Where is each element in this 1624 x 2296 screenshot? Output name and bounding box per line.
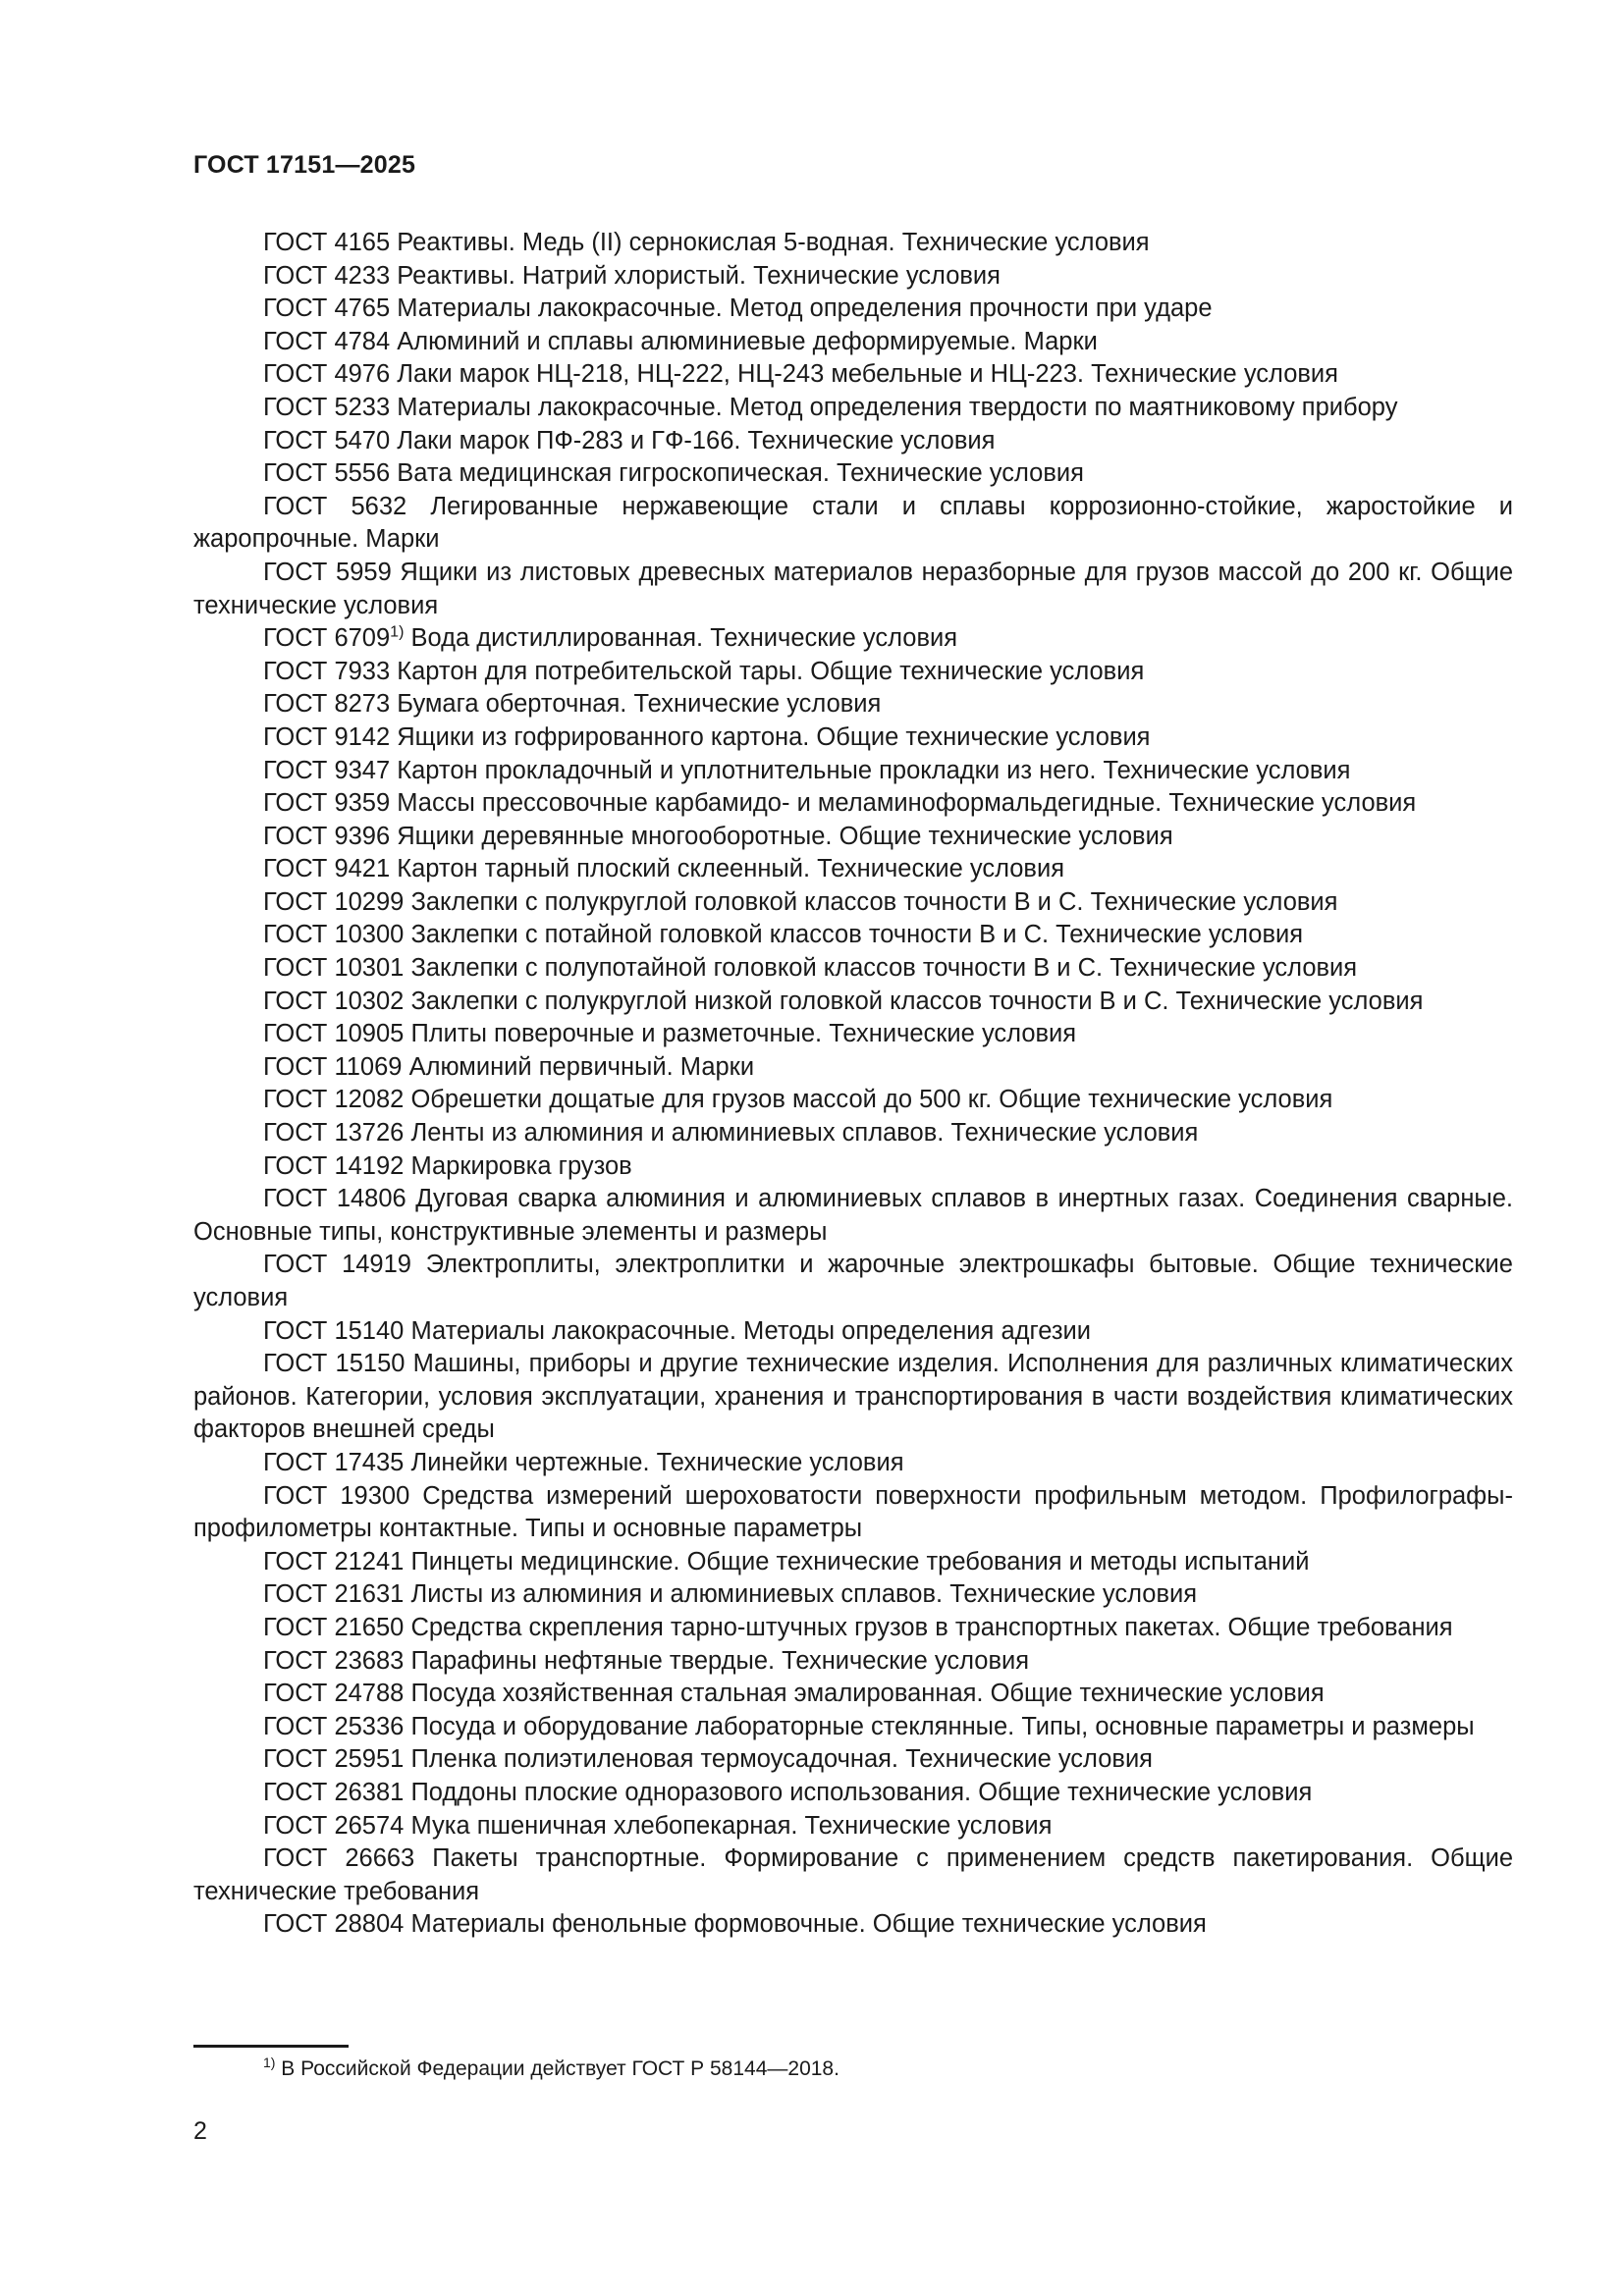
reference-title: Алюминий и сплавы алюминиевые деформируемые. Марки: [397, 327, 1098, 355]
reference-footnote-mark: 1): [390, 623, 405, 641]
reference-title: Маркировка грузов: [410, 1151, 632, 1180]
reference-code: ГОСТ 23683: [263, 1646, 405, 1675]
reference-item: [193, 721, 1513, 755]
reference-code: ГОСТ 4976: [263, 360, 391, 389]
reference-code: ГОСТ 5632: [263, 492, 407, 520]
reference-title: Материалы лакокрасочные. Метод определения твердости по маятниковому прибору: [397, 393, 1398, 421]
reference-title: Массы прессовочные карбамидо- и меламиноформальдегидные. Технические условия: [397, 789, 1417, 818]
reference-title: Средства скрепления тарно-штучных грузов в транспортных пакетах. Общие требования: [410, 1613, 1453, 1641]
reference-code: ГОСТ 25951: [263, 1745, 405, 1774]
reference-title: Линейки чертежные. Технические условия: [410, 1448, 904, 1476]
reference-title: Реактивы. Натрий хлористый. Технические условия: [397, 261, 1001, 290]
reference-title: Материалы фенольные формовочные. Общие технические условия: [410, 1910, 1207, 1939]
reference-item: [193, 1711, 1513, 1744]
reference-item: [193, 1315, 1513, 1349]
reference-title: Материалы лакокрасочные. Методы определения адгезии: [410, 1316, 1092, 1345]
reference-code: ГОСТ 9347: [263, 756, 391, 784]
reference-code: ГОСТ 14192: [263, 1151, 405, 1180]
reference-title: Парафины нефтяные твердые. Технические условия: [410, 1646, 1030, 1675]
reference-title: Лаки марок НЦ-218, НЦ-222, НЦ-243 мебельные и НЦ-223. Технические условия: [397, 360, 1338, 389]
document-header-title: ГОСТ 17151—2025: [193, 151, 416, 179]
reference-item: [193, 1018, 1513, 1051]
reference-code: ГОСТ 4233: [263, 261, 391, 290]
reference-title: Листы из алюминия и алюминиевых сплавов. Технические условия: [410, 1580, 1198, 1609]
reference-code: ГОСТ 11069: [263, 1052, 403, 1081]
reference-item: [193, 326, 1513, 359]
reference-item: [193, 1645, 1513, 1679]
reference-item: [193, 293, 1513, 326]
reference-code: ГОСТ 19300: [263, 1481, 410, 1510]
reference-code: ГОСТ 4165: [263, 229, 391, 256]
reference-code: ГОСТ 9396: [263, 822, 391, 850]
reference-item: [193, 457, 1513, 491]
reference-title: Ленты из алюминия и алюминиевых сплавов. Технические условия: [410, 1119, 1199, 1148]
reference-code: ГОСТ 9421: [263, 855, 391, 883]
reference-code: ГОСТ 17435: [263, 1448, 405, 1476]
reference-code: ГОСТ 10905: [263, 1020, 405, 1048]
reference-item: [193, 1183, 1513, 1249]
reference-code: ГОСТ 8273: [263, 690, 391, 719]
reference-code: ГОСТ 10301: [263, 954, 405, 983]
reference-item: [193, 986, 1513, 1019]
reference-title: Ящики деревянные многооборотные. Общие технические условия: [397, 822, 1173, 850]
reference-title: Пленка полиэтиленовая термоусадочная. Технические условия: [410, 1745, 1153, 1774]
reference-code: ГОСТ 10300: [263, 921, 405, 949]
footnote: [263, 2056, 839, 2083]
reference-code: ГОСТ 14806: [263, 1185, 406, 1213]
reference-item: [193, 1249, 1513, 1314]
reference-title: Бумага оберточная. Технические условия: [397, 690, 882, 719]
reference-title: Заклепки с полукруглой головкой классов точности В и С. Технические условия: [410, 887, 1338, 916]
reference-code: ГОСТ 15150: [263, 1350, 406, 1378]
reference-item: [193, 1546, 1513, 1579]
reference-item: [193, 787, 1513, 821]
reference-item: [193, 919, 1513, 952]
reference-item: [193, 1150, 1513, 1184]
reference-item: [193, 886, 1513, 920]
footnote-mark: 1): [263, 2055, 276, 2070]
reference-item: [193, 1578, 1513, 1612]
reference-title: Дуговая сварка алюминия и алюминиевых сплавов в инертных газах. Соединения сварные. Основные типы, конструктивные элементы и размеры: [193, 1185, 1513, 1246]
reference-item: [193, 1348, 1513, 1447]
reference-item: [193, 952, 1513, 986]
reference-title: Лаки марок ПФ-283 и ГФ-166. Технические условия: [397, 426, 996, 454]
reference-code: ГОСТ 4784: [263, 327, 391, 355]
reference-code: ГОСТ 14919: [263, 1251, 411, 1279]
reference-item: [193, 557, 1513, 622]
reference-item: [193, 1051, 1513, 1085]
reference-title: Алюминий первичный. Марки: [408, 1052, 755, 1081]
reference-item: [193, 1810, 1513, 1843]
reference-title: Поддоны плоские одноразового использования. Общие технические условия: [410, 1778, 1313, 1806]
reference-code: ГОСТ 26663: [263, 1844, 415, 1873]
reference-code: ГОСТ 26381: [263, 1778, 405, 1806]
reference-title: Картон тарный плоский склеенный. Технические условия: [397, 855, 1065, 883]
reference-code: ГОСТ 10299: [263, 887, 405, 916]
reference-title: Ящики из листовых древесных материалов неразборные для грузов массой до 200 кг. Общие технические условия: [193, 558, 1513, 619]
reference-title: Посуда хозяйственная стальная эмалированная. Общие технические условия: [410, 1680, 1325, 1708]
reference-title: Вода дистиллированная. Технические условия: [410, 624, 958, 653]
reference-item: [193, 491, 1513, 557]
reference-code: ГОСТ 6709: [263, 624, 391, 653]
reference-item: [193, 821, 1513, 854]
reference-item: [193, 260, 1513, 294]
footnote-separator: [193, 2045, 349, 2048]
reference-item: [193, 1908, 1513, 1942]
reference-code: ГОСТ 7933: [263, 657, 391, 685]
reference-code: ГОСТ 5470: [263, 426, 391, 454]
reference-title: Электроплиты, электроплитки и жарочные электрошкафы бытовые. Общие технические условия: [193, 1251, 1513, 1311]
reference-title: Заклепки с потайной головкой классов точности В и С. Технические условия: [410, 921, 1304, 949]
reference-code: ГОСТ 28804: [263, 1910, 405, 1939]
reference-title: Заклепки с полупотайной головкой классов точности В и С. Технические условия: [410, 954, 1358, 983]
reference-title: Обрешетки дощатые для грузов массой до 500 кг. Общие технические условия: [410, 1086, 1333, 1114]
reference-item: [193, 755, 1513, 788]
reference-item: [193, 656, 1513, 689]
normative-references-list: [193, 227, 1513, 1942]
reference-title: Материалы лакокрасочные. Метод определения прочности при ударе: [397, 294, 1213, 323]
reference-item: [193, 1612, 1513, 1645]
reference-item: [193, 853, 1513, 886]
reference-code: ГОСТ 10302: [263, 987, 405, 1015]
reference-title: Вата медицинская гигроскопическая. Технические условия: [397, 459, 1084, 488]
reference-code: ГОСТ 13726: [263, 1119, 405, 1148]
reference-title: Машины, приборы и другие технические изделия. Исполнения для различных климатических районов. Категории, условия эксплуатации, хранения и транспортирования в части воздействия климатических факторов внешней среды: [193, 1350, 1513, 1444]
reference-code: ГОСТ 24788: [263, 1680, 405, 1708]
reference-title: Легированные нержавеющие стали и сплавы коррозионно-стойкие, жаростойкие и жаропрочные. Марки: [193, 492, 1513, 554]
reference-item: [193, 1777, 1513, 1810]
reference-item: [193, 622, 1513, 656]
reference-code: ГОСТ 12082: [263, 1086, 405, 1114]
reference-code: ГОСТ 9359: [263, 789, 391, 818]
reference-item: [193, 227, 1513, 260]
reference-item: [193, 1447, 1513, 1480]
footnote-text: В Российской Федерации действует ГОСТ Р 58144—2018.: [281, 2057, 839, 2080]
reference-code: ГОСТ 5556: [263, 459, 391, 488]
reference-title: Пинцеты медицинские. Общие технические требования и методы испытаний: [410, 1547, 1310, 1575]
reference-title: Пакеты транспортные. Формирование с применением средств пакетирования. Общие технические требования: [193, 1844, 1514, 1905]
reference-title: Средства измерений шероховатости поверхности профильным методом. Профилографы-профилометры контактные. Типы и основные параметры: [193, 1481, 1513, 1543]
reference-title: Картон для потребительской тары. Общие технические условия: [397, 657, 1145, 685]
reference-code: ГОСТ 15140: [263, 1316, 405, 1345]
reference-item: [193, 1743, 1513, 1777]
reference-title: Плиты поверочные и разметочные. Технические условия: [410, 1020, 1077, 1048]
reference-item: [193, 1084, 1513, 1117]
reference-title: Ящики из гофрированного картона. Общие технические условия: [397, 722, 1151, 751]
reference-code: ГОСТ 21650: [263, 1613, 405, 1641]
reference-code: ГОСТ 5959: [263, 558, 392, 586]
reference-item: [193, 425, 1513, 458]
reference-item: [193, 1480, 1513, 1546]
reference-code: ГОСТ 21241: [263, 1547, 405, 1575]
reference-code: ГОСТ 25336: [263, 1712, 405, 1740]
reference-item: [193, 392, 1513, 425]
reference-title: Реактивы. Медь (II) сернокислая 5-водная. Технические условия: [397, 229, 1150, 256]
reference-title: Картон прокладочный и уплотнительные прокладки из него. Технические условия: [397, 756, 1351, 784]
page-number: 2: [193, 2117, 207, 2145]
reference-code: ГОСТ 21631: [263, 1580, 405, 1609]
reference-item: [193, 1678, 1513, 1711]
reference-code: ГОСТ 5233: [263, 393, 391, 421]
reference-title: Посуда и оборудование лабораторные стеклянные. Типы, основные параметры и размеры: [410, 1712, 1475, 1740]
reference-code: ГОСТ 26574: [263, 1811, 405, 1840]
reference-code: ГОСТ 9142: [263, 722, 391, 751]
reference-item: [193, 1117, 1513, 1150]
reference-item: [193, 688, 1513, 721]
reference-item: [193, 1842, 1513, 1908]
reference-title: Мука пшеничная хлебопекарная. Технические условия: [410, 1811, 1053, 1840]
reference-item: [193, 358, 1513, 392]
reference-title: Заклепки с полукруглой низкой головкой классов точности В и С. Технические условия: [410, 987, 1424, 1015]
reference-code: ГОСТ 4765: [263, 294, 391, 323]
